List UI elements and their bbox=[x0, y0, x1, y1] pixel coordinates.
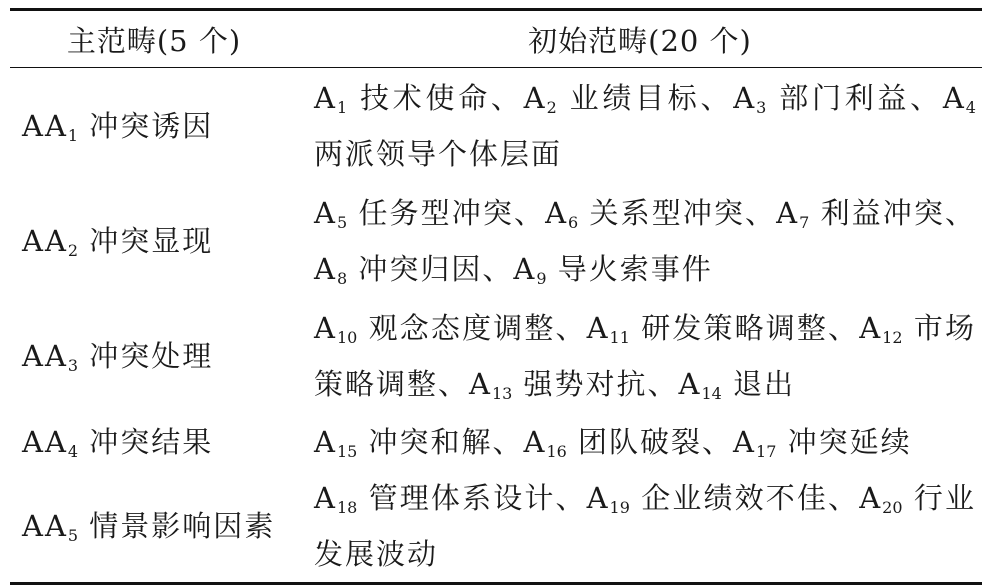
subscript-index: 20 bbox=[882, 498, 903, 517]
initial-category-cell bbox=[298, 298, 982, 414]
subscript-index: 5 bbox=[67, 526, 79, 545]
subscript-index: 7 bbox=[799, 213, 810, 232]
subscript-index: 19 bbox=[609, 498, 630, 517]
text-run: 技术使命、A bbox=[347, 81, 547, 115]
text-run: 部门利益、A bbox=[766, 81, 966, 115]
subscript-index: 14 bbox=[701, 384, 722, 403]
subscript-index: 18 bbox=[336, 498, 358, 517]
subscript-index: 10 bbox=[336, 328, 358, 347]
initial-category-cell bbox=[298, 68, 982, 185]
header-initial-category: 初始范畴(20 个) bbox=[528, 23, 752, 58]
initial-category-text bbox=[314, 300, 976, 412]
text-run: 两派领导个体层面 bbox=[314, 137, 563, 171]
subscript-index: 3 bbox=[67, 356, 79, 375]
subscript-index: 3 bbox=[756, 98, 767, 117]
text-run: 任务型冲突、A bbox=[347, 196, 569, 230]
main-category-cell bbox=[10, 470, 298, 584]
initial-category-text bbox=[314, 414, 976, 470]
subscript-index: 5 bbox=[336, 213, 348, 232]
main-category-cell bbox=[10, 68, 298, 185]
subscript-index: 4 bbox=[965, 98, 976, 117]
table-row bbox=[10, 184, 982, 298]
subscript-index: 11 bbox=[609, 328, 630, 347]
main-category-text bbox=[22, 414, 298, 470]
initial-category-cell bbox=[298, 470, 982, 584]
subscript-index: 12 bbox=[882, 328, 903, 347]
header-main-category: 主范畴(5 个) bbox=[66, 23, 242, 58]
table-header-row bbox=[10, 10, 982, 68]
text-run: AA bbox=[22, 109, 68, 143]
text-run: 冲突诱因 bbox=[78, 109, 214, 143]
text-run: 强势对抗、A bbox=[512, 367, 702, 401]
subscript-index: 15 bbox=[336, 442, 358, 461]
text-run: 冲突和解、A bbox=[357, 425, 547, 459]
main-category-cell bbox=[10, 184, 298, 298]
text-run: A bbox=[314, 481, 337, 515]
text-run: A bbox=[314, 81, 337, 115]
table-row bbox=[10, 68, 982, 185]
text-run: 关系型冲突、A bbox=[578, 196, 800, 230]
main-category-text bbox=[22, 328, 298, 384]
text-run: 导火索事件 bbox=[546, 252, 713, 286]
initial-category-cell bbox=[298, 184, 982, 298]
subscript-index: 2 bbox=[67, 241, 79, 260]
main-category-text bbox=[22, 213, 298, 269]
text-run: AA bbox=[22, 509, 68, 543]
initial-category-cell bbox=[298, 414, 982, 470]
subscript-index: 9 bbox=[536, 269, 547, 288]
text-run: 利益冲突、A bbox=[314, 196, 976, 286]
text-run: A bbox=[314, 196, 337, 230]
text-run: 冲突归因、A bbox=[347, 252, 537, 286]
subscript-index: 13 bbox=[491, 384, 513, 403]
main-category-cell bbox=[10, 298, 298, 414]
text-run: 市场策略调整、A bbox=[314, 311, 976, 401]
subscript-index: 16 bbox=[546, 442, 567, 461]
text-run: 观念态度调整、A bbox=[357, 311, 610, 345]
text-run: 冲突处理 bbox=[78, 339, 214, 373]
table-row bbox=[10, 414, 982, 470]
text-run: 研发策略调整、A bbox=[629, 311, 883, 345]
table-row bbox=[10, 470, 982, 584]
category-table bbox=[10, 8, 982, 585]
table-row bbox=[10, 298, 982, 414]
text-run: 情景影响因素 bbox=[78, 509, 276, 543]
text-run: 行业发展波动 bbox=[314, 481, 976, 571]
text-run: A bbox=[314, 425, 337, 459]
main-category-text bbox=[22, 98, 298, 154]
text-run: AA bbox=[22, 425, 68, 459]
main-category-cell bbox=[10, 414, 298, 470]
subscript-index: 1 bbox=[67, 126, 79, 145]
subscript-index: 4 bbox=[67, 442, 79, 461]
text-run: 冲突显现 bbox=[78, 224, 214, 258]
subscript-index: 1 bbox=[336, 98, 348, 117]
text-run: 管理体系设计、A bbox=[357, 481, 610, 515]
text-run: AA bbox=[22, 224, 68, 258]
initial-category-text bbox=[314, 70, 976, 182]
initial-category-text bbox=[314, 470, 976, 582]
text-run: 业绩目标、A bbox=[556, 81, 757, 115]
text-run: 冲突延续 bbox=[776, 425, 912, 459]
subscript-index: 6 bbox=[568, 213, 579, 232]
initial-category-text bbox=[314, 185, 976, 297]
subscript-index: 8 bbox=[336, 269, 348, 288]
text-run: 退出 bbox=[721, 367, 796, 401]
text-run: A bbox=[314, 311, 337, 345]
text-run: 团队破裂、A bbox=[566, 425, 757, 459]
subscript-index: 2 bbox=[546, 98, 557, 117]
text-run: 冲突结果 bbox=[78, 425, 214, 459]
main-category-text bbox=[22, 498, 298, 554]
text-run: 企业绩效不佳、A bbox=[629, 481, 883, 515]
text-run: AA bbox=[22, 339, 68, 373]
subscript-index: 17 bbox=[756, 442, 777, 461]
